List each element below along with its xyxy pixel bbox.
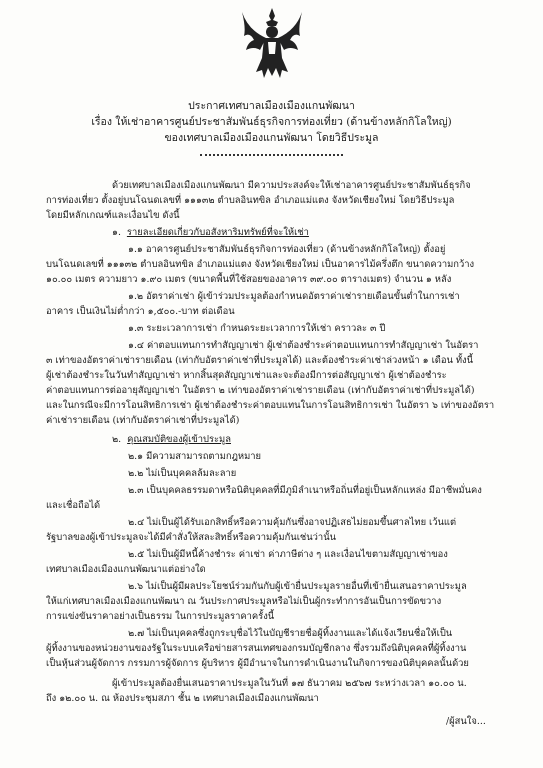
clause-line: ๒.๒ ไม่เป็นบุคคลล้มละลาย (128, 468, 237, 479)
clause-line: ๓ เท่าของอัตราค่าเช่ารายเดือน (เท่ากับอัตราค่าเช่าที่ประมูลได้) และต้องชำระค่าเช่าล่วงหน้า ๑ เดือน ทั้งนี้ (46, 355, 474, 366)
intro-paragraph-line: การท่องเที่ยว ตั้งอยู่บนโฉนดเลขที่ ๑๑๑๓๒ ตำบลอินทขิล อำเภอแม่แตง จังหวัดเชียงใหม่ โดยวิธีประมูล (46, 195, 455, 206)
clause-line: ๑.๔ ค่าตอบแทนการทำสัญญาเช่า ผู้เช่าต้องชำระค่าตอบแทนการทำสัญญาเช่า ในอัตรา (128, 340, 479, 351)
clause-line: การแข่งขันราคาอย่างเป็นธรรม ในการประมูลราคาครั้งนี้ (46, 611, 275, 622)
closing-line: ถึง ๑๒.๐๐ น. ณ ห้องประชุมสภา ชั้น ๒ เทศบาลเมืองเมืองแกนพัฒนา (46, 693, 319, 704)
clause-line: และเชื่อถือได้ (46, 500, 101, 511)
clause-line: ๒.๖ ไม่เป็นผู้มีผลประโยชน์ร่วมกันกับผู้เข้ายื่นประมูลรายอื่นที่เข้ายื่นเสนอราคาประมูล (128, 581, 467, 592)
clause-line: ค่าตอบแทนการต่ออายุสัญญาเช่า ในอัตรา ๒ เท่าของอัตราค่าเช่ารายเดือน (เท่ากับอัตราค่าเช่าที่ประมูลได้) (46, 385, 475, 396)
clause-line: ๒.๗ ไม่เป็นบุคคลซึ่งถูกระบุชื่อไว้ในบัญชีรายชื่อผู้ทิ้งงานและได้แจ้งเวียนชื่อให้เป็น (128, 628, 453, 639)
clause-line: ให้แก่เทศบาลเมืองเมืองแกนพัฒนา ณ วันประกาศประมูลหรือไม่เป็นผู้กระทำการอันเป็นการขัดขวาง (46, 596, 442, 607)
announcement-subject: เรื่อง ให้เช่าอาคารศูนย์ประชาสัมพันธ์ธุรกิจการท่องเที่ยว (ด้านข้างหลักกิโลใหญ่) (91, 116, 452, 128)
announcement-owner: ของเทศบาลเมืองเมืองแกนพัฒนา โดยวิธีประมูล (164, 132, 379, 144)
clause-line: ๑๐.๐๐ เมตร ความยาว ๑.๙๐ เมตร (ขนาดพื้นที่ใช้สอยของอาคาร ๓๙.๐๐ ตารางเมตร) จำนวน ๑ หลัง (46, 274, 452, 285)
clause-line: ๒.๕ ไม่เป็นผู้มีหนี้ค้างชำระ ค่าเช่า ค่าภาษีต่าง ๆ และเงื่อนไขตามสัญญาเช่าของ (128, 549, 448, 560)
section-number: ๒. (112, 434, 122, 445)
intro-paragraph-line: ด้วยเทศบาลเมืองเมืองแกนพัฒนา มีความประสงค์จะให้เช่าอาคารศูนย์ประชาสัมพันธ์ธุรกิจ (112, 180, 471, 191)
clause-line: ๒.๔ ไม่เป็นผู้ได้รับเอกสิทธิ์หรือความคุ้มกันซึ่งอาจปฏิเสธไม่ยอมขึ้นศาลไทย เว้นแต่ (128, 517, 457, 528)
clause-line: เป็นหุ้นส่วนผู้จัดการ กรรมการผู้จัดการ ผู้บริหาร ผู้มีอำนาจในการดำเนินงานในกิจการของนิติบุคคลนั้นด้วย (46, 658, 469, 669)
clause-line: เทศบาลเมืองเมืองแกนพัฒนาแต่อย่างใด (46, 564, 206, 575)
clause-line: และในกรณีจะมีการโอนสิทธิการเช่า ผู้เช่าต้องชำระค่าตอบแทนในการโอนสิทธิการเช่า ในอัตรา ๖ เท่าของอัตรา (46, 400, 495, 411)
closing-line: ผู้เข้าประมูลต้องยื่นเสนอราคาประมูลในวันที่ ๑๗ ธันวาคม ๒๕๖๗ ระหว่างเวลา ๑๐.๐๐ น. (112, 678, 467, 689)
intro-paragraph-line: โดยมีหลักเกณฑ์และเงื่อนไข ดังนี้ (46, 210, 180, 221)
clause-line: ๑.๒ อัตราค่าเช่า ผู้เข้าร่วมประมูลต้องกำหนดอัตราค่าเช่ารายเดือนขั้นต่ำในการเช่า (128, 291, 460, 302)
section-title: รายละเอียดเกี่ยวกับอสังหาริมทรัพย์ที่จะให้เช่า (126, 227, 309, 238)
section-number: ๑. (112, 227, 121, 238)
clause-line: ค่าเช่ารายเดือน (เท่ากับอัตราค่าเช่าที่ประมูลได้) (46, 415, 240, 426)
clause-line: ๑.๑ อาคารศูนย์ประชาสัมพันธ์ธุรกิจการท่องเที่ยว (ด้านข้างหลักกิโลใหญ่) ตั้งอยู่ (128, 244, 446, 255)
section-1-heading (112, 225, 309, 240)
clause-line: ๒.๑ มีความสามารถตามกฎหมาย (128, 451, 262, 462)
announcement-heading: ประกาศเทศบาลเมืองเมืองแกนพัฒนา (188, 100, 355, 112)
clause-line: ๒.๓ เป็นบุคคลธรรมดาหรือนิติบุคคลที่มีภูมิลำเนาหรือถิ่นที่อยู่เป็นหลักแหล่ง มีอาชีพมั่นคง (128, 485, 482, 496)
section-title: คุณสมบัติของผู้เข้าประมูล (127, 434, 231, 445)
clause-line: รัฐบาลของผู้เข้าประมูลจะได้มีคำสั่งให้สละสิทธิ์หรือความคุ้มกันเช่นว่านั้น (46, 532, 337, 543)
continued-marker: /ผู้สนใจ... (446, 716, 486, 727)
clause-line: ผู้เช่าต้องชำระในวันทำสัญญาเช่า หากสิ้นสุดสัญญาเช่าและจะต้องมีการต่อสัญญาเช่า ผู้เช่าต้องชำระ (46, 370, 447, 381)
clause-line: ผู้ทิ้งงานของหน่วยงานของรัฐในระบบเครือข่ายสารสนเทศของกรมบัญชีกลาง ซึ่งรวมถึงนิติบุคคลที่ผู้ทิ้งงาน (46, 643, 467, 654)
clause-line: อาคาร เป็นเงินไม่ต่ำกว่า ๑,๕๐๐.-บาท ต่อเดือน (46, 306, 235, 317)
clause-line: บนโฉนดเลขที่ ๑๑๑๓๒ ตำบลอินทขิล อำเภอแม่แตง จังหวัดเชียงใหม่ เป็นอาคารไม้ครึ่งตึก ขนาดความกว้าง (46, 259, 475, 270)
clause-line: ๑.๓ ระยะเวลาการเช่า กำหนดระยะเวลาการให้เช่า คราวละ ๓ ปี (128, 323, 386, 334)
header-separator (200, 152, 343, 156)
section-2-heading (112, 432, 231, 447)
garuda-emblem-icon (240, 6, 304, 82)
